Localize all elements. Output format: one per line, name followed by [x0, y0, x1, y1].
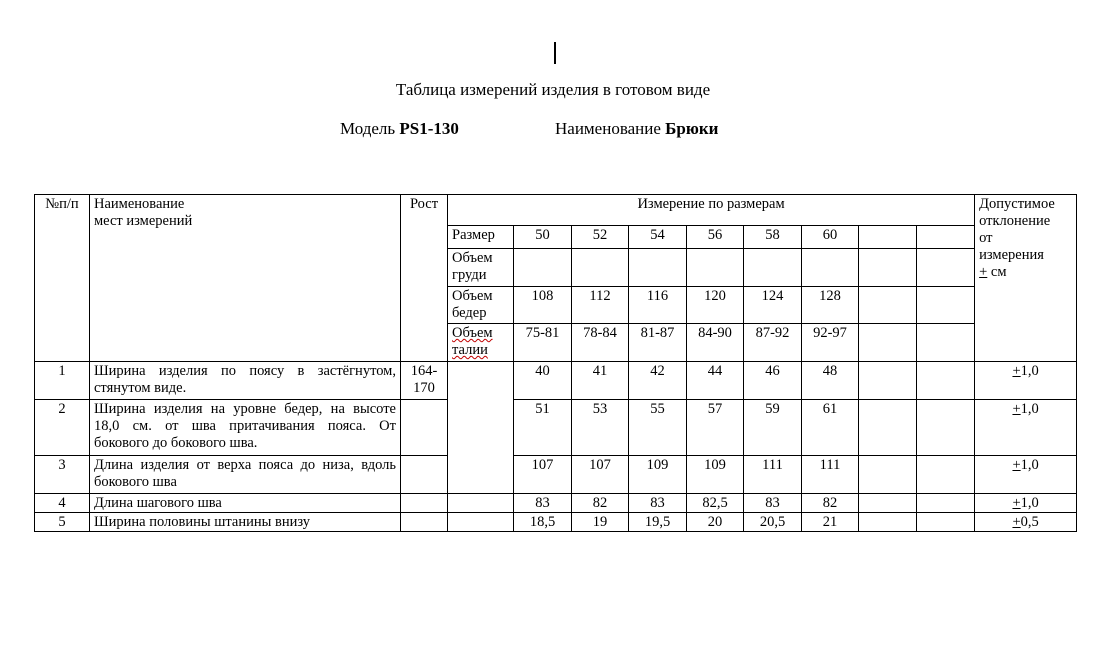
- empty-cell: [917, 494, 975, 513]
- value-cell: 111: [802, 456, 859, 494]
- empty-cell: [859, 513, 917, 532]
- col-header-measure: Измерение по размерам: [448, 195, 975, 226]
- value-cell: 107: [514, 456, 572, 494]
- size-cell: 52: [572, 226, 629, 249]
- col-header-name-line1: Наименование: [94, 196, 185, 212]
- empty-cell: [917, 226, 975, 249]
- tolerance-cell: [975, 456, 1077, 494]
- model-label: Модель: [340, 119, 396, 138]
- text-cursor: [554, 42, 556, 64]
- waist-cell: 78-84: [572, 324, 629, 362]
- value-cell: 61: [802, 400, 859, 456]
- value-cell: 51: [514, 400, 572, 456]
- product-name-value: Брюки: [665, 119, 719, 138]
- product-name-label: Наименование: [555, 119, 661, 138]
- empty-cell: [687, 249, 744, 287]
- value-cell: 18,5: [514, 513, 572, 532]
- empty-cell: [802, 249, 859, 287]
- tolerance-value: 0,5: [1020, 514, 1039, 530]
- waist-label: [448, 324, 514, 362]
- tolerance-cell: [975, 513, 1077, 532]
- table-row: [35, 400, 1077, 456]
- empty-cell: [859, 362, 917, 400]
- hips-label-line1: Объем: [452, 288, 493, 304]
- plus-minus-sign: +: [1012, 514, 1021, 530]
- col-header-num: №п/п: [35, 195, 90, 362]
- waist-cell: 87-92: [744, 324, 802, 362]
- size-cell: 60: [802, 226, 859, 249]
- document-title: Таблица измерений изделия в готовом виде: [395, 80, 711, 99]
- value-cell: 109: [687, 456, 744, 494]
- tolerance-line3: от: [979, 230, 993, 246]
- tolerance-cell: [975, 362, 1077, 400]
- empty-cell: [859, 249, 917, 287]
- value-cell: 46: [744, 362, 802, 400]
- value-cell: 40: [514, 362, 572, 400]
- row-height: [401, 400, 448, 456]
- table-row: [35, 513, 1077, 532]
- waist-label-line1: Объем: [452, 325, 493, 341]
- value-cell: 107: [572, 456, 629, 494]
- size-cell: 50: [514, 226, 572, 249]
- model-value: PS1-130: [399, 119, 459, 138]
- tolerance-value: 1,0: [1020, 457, 1039, 473]
- empty-cell: [572, 249, 629, 287]
- value-cell: 21: [802, 513, 859, 532]
- value-cell: 53: [572, 400, 629, 456]
- empty-cell: [917, 249, 975, 287]
- value-cell: 48: [802, 362, 859, 400]
- tolerance-value: 1,0: [1020, 363, 1039, 379]
- row-num: 5: [35, 513, 90, 532]
- table-row: [35, 456, 1077, 494]
- chest-label: [448, 249, 514, 287]
- row-num: 4: [35, 494, 90, 513]
- row-height: 164-170: [401, 362, 448, 400]
- value-cell: 19: [572, 513, 629, 532]
- empty-cell: [514, 249, 572, 287]
- size-cell: 54: [629, 226, 687, 249]
- value-cell: 20,5: [744, 513, 802, 532]
- col-header-tolerance: [975, 195, 1077, 362]
- hips-label-line2: бедер: [452, 305, 487, 321]
- merged-empty-cell: [448, 362, 514, 494]
- empty-cell: [917, 400, 975, 456]
- plus-minus-sign: +: [1012, 457, 1021, 473]
- size-label: Размер: [448, 226, 514, 249]
- empty-cell: [859, 456, 917, 494]
- table-row: [35, 494, 1077, 513]
- value-cell: 82,5: [687, 494, 744, 513]
- tolerance-line2: отклонение: [979, 213, 1051, 229]
- row-height: [401, 456, 448, 494]
- waist-cell: 84-90: [687, 324, 744, 362]
- hips-label: [448, 287, 514, 324]
- hips-cell: 108: [514, 287, 572, 324]
- hips-cell: 120: [687, 287, 744, 324]
- empty-cell: [917, 324, 975, 362]
- empty-cell: [859, 494, 917, 513]
- tolerance-line5: [979, 264, 1072, 281]
- value-cell: 82: [802, 494, 859, 513]
- waist-cell: 75-81: [514, 324, 572, 362]
- col-header-height: Рост: [401, 195, 448, 362]
- empty-cell: [629, 249, 687, 287]
- size-cell: 58: [744, 226, 802, 249]
- row-name: Длина шагового шва: [90, 494, 401, 513]
- plus-minus-sign: +: [1012, 401, 1021, 417]
- row-name: Длина изделия от верха пояса до низа, вдоль бокового шва: [90, 456, 401, 494]
- value-cell: 83: [514, 494, 572, 513]
- tolerance-cell: [975, 400, 1077, 456]
- tolerance-line1: Допустимое: [979, 196, 1055, 212]
- empty-cell: [859, 400, 917, 456]
- col-header-name: [90, 195, 401, 362]
- waist-cell: 81-87: [629, 324, 687, 362]
- row-name: Ширина изделия по поясу в застёгнутом, стянутом виде.: [90, 362, 401, 400]
- plus-minus-sign: +: [1012, 363, 1021, 379]
- tolerance-cell: [975, 494, 1077, 513]
- hips-cell: 112: [572, 287, 629, 324]
- value-cell: 19,5: [629, 513, 687, 532]
- waist-cell: 92-97: [802, 324, 859, 362]
- row-name: Ширина половины штанины внизу: [90, 513, 401, 532]
- hips-cell: 124: [744, 287, 802, 324]
- tolerance-unit: см: [987, 264, 1007, 280]
- row-num: 1: [35, 362, 90, 400]
- empty-cell: [917, 513, 975, 532]
- hips-cell: 128: [802, 287, 859, 324]
- value-cell: 57: [687, 400, 744, 456]
- value-cell: 82: [572, 494, 629, 513]
- chest-label-line2: груди: [452, 267, 487, 283]
- table-row: [35, 362, 1077, 400]
- empty-cell: [859, 287, 917, 324]
- value-cell: 111: [744, 456, 802, 494]
- empty-cell: [917, 362, 975, 400]
- row-num: 2: [35, 400, 90, 456]
- tolerance-line4: измерения: [979, 247, 1044, 263]
- value-cell: 44: [687, 362, 744, 400]
- value-cell: 20: [687, 513, 744, 532]
- row-height: [401, 494, 448, 513]
- empty-cell: [448, 513, 514, 532]
- waist-label-line2: талии: [452, 342, 488, 358]
- value-cell: 109: [629, 456, 687, 494]
- tolerance-value: 1,0: [1020, 495, 1039, 511]
- value-cell: 42: [629, 362, 687, 400]
- row-height: [401, 513, 448, 532]
- empty-cell: [448, 494, 514, 513]
- model-line: [340, 119, 459, 139]
- empty-cell: [859, 226, 917, 249]
- empty-cell: [859, 324, 917, 362]
- value-cell: 41: [572, 362, 629, 400]
- row-name: Ширина изделия на уровне бедер, на высоте 18,0 см. от шва притачивания пояса. От бокового до бокового шва.: [90, 400, 401, 456]
- size-cell: 56: [687, 226, 744, 249]
- value-cell: 59: [744, 400, 802, 456]
- tolerance-value: 1,0: [1020, 401, 1039, 417]
- empty-cell: [917, 287, 975, 324]
- plus-minus-sign: +: [979, 264, 988, 280]
- product-name-line: [555, 119, 718, 139]
- hips-cell: 116: [629, 287, 687, 324]
- col-header-name-line2: мест измерений: [94, 213, 193, 229]
- plus-minus-sign: +: [1012, 495, 1021, 511]
- value-cell: 55: [629, 400, 687, 456]
- header-row: [35, 195, 1077, 226]
- row-num: 3: [35, 456, 90, 494]
- value-cell: 83: [744, 494, 802, 513]
- empty-cell: [917, 456, 975, 494]
- chest-label-line1: Объем: [452, 250, 493, 266]
- measurement-table: [34, 194, 1077, 532]
- value-cell: 83: [629, 494, 687, 513]
- empty-cell: [744, 249, 802, 287]
